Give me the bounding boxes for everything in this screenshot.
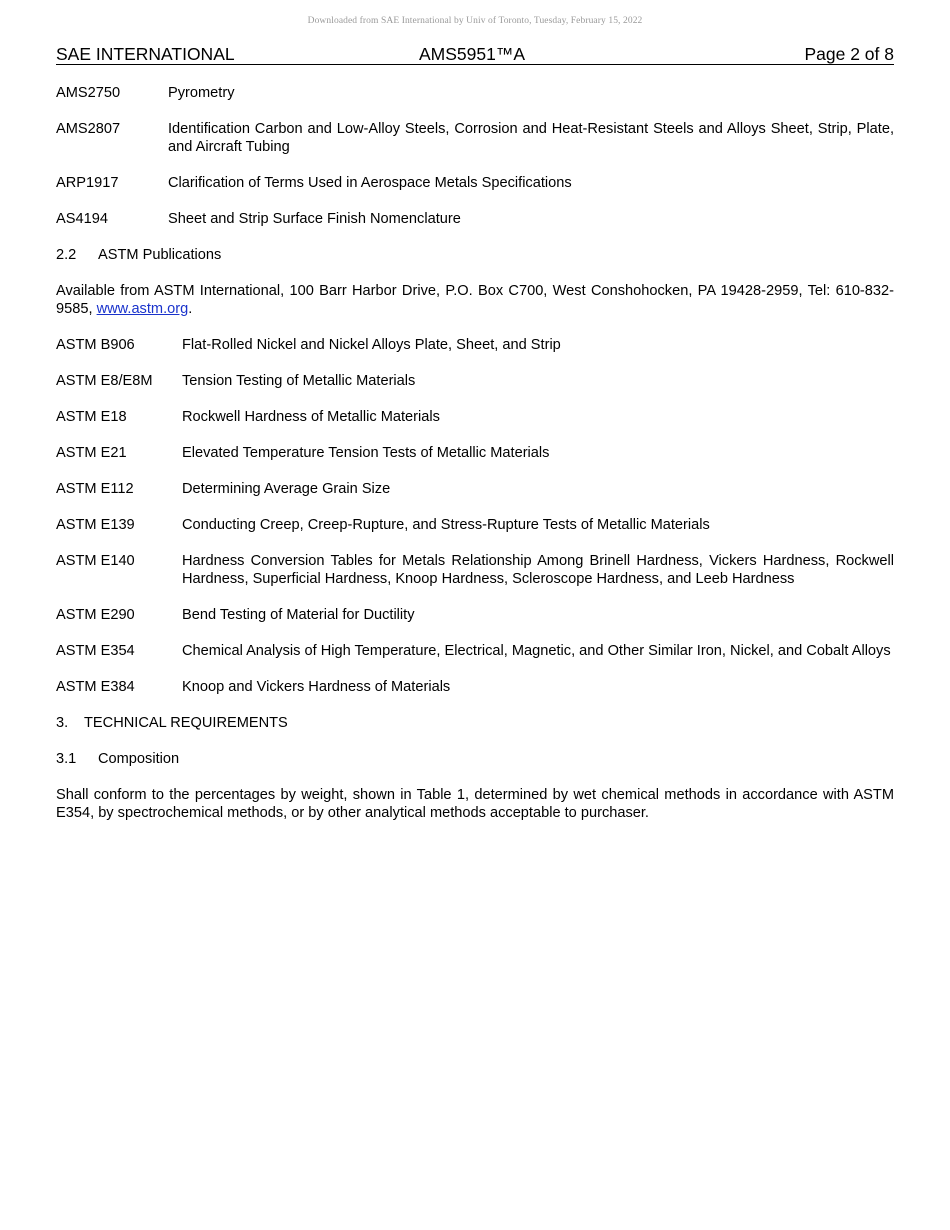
- reference-title: Flat-Rolled Nickel and Nickel Alloys Plate, Sheet, and Strip: [182, 337, 561, 353]
- reference-code: ASTM B906: [56, 337, 135, 353]
- reference-title: Determining Average Grain Size: [182, 481, 391, 497]
- reference-item: [56, 642, 894, 660]
- reference-code: AMS2750: [56, 85, 121, 101]
- header-organization: SAE INTERNATIONAL: [56, 44, 235, 64]
- reference-item: [56, 552, 894, 588]
- reference-title: Tension Testing of Metallic Materials: [182, 373, 416, 389]
- download-watermark: Downloaded from SAE International by Univ of Toronto, Tuesday, February 15, 2022: [307, 16, 643, 26]
- section-heading-3: [56, 714, 894, 732]
- reference-title: Elevated Temperature Tension Tests of Metallic Materials: [182, 445, 550, 461]
- document-body: [56, 84, 894, 840]
- section-heading-3-1: [56, 750, 894, 768]
- reference-code: ASTM E18: [56, 409, 127, 425]
- reference-item: [56, 174, 894, 192]
- reference-item: [56, 516, 894, 534]
- section-title: Composition: [98, 751, 180, 767]
- reference-code: ASTM E354: [56, 643, 135, 659]
- section-title: TECHNICAL REQUIREMENTS: [84, 715, 288, 731]
- reference-item: [56, 336, 894, 354]
- reference-code: ASTM E290: [56, 607, 135, 623]
- reference-code: ASTM E8/E8M: [56, 373, 153, 389]
- reference-title: Clarification of Terms Used in Aerospace Metals Specifications: [168, 175, 572, 191]
- reference-item: [56, 444, 894, 462]
- reference-item: [56, 84, 894, 102]
- astm-availability-paragraph: [56, 282, 894, 318]
- reference-code: ASTM E21: [56, 445, 127, 461]
- reference-item: [56, 210, 894, 228]
- reference-code: AMS2807: [56, 121, 121, 137]
- reference-title: Hardness Conversion Tables for Metals Relationship Among Brinell Hardness, Vickers Hardness, Rockwell Hardness, Superficial Hardness, Knoop Hardness, Scleroscope Hardness, and Leeb Hardness: [182, 553, 894, 587]
- section-number: 3.1: [56, 751, 77, 767]
- reference-code: ARP1917: [56, 175, 119, 191]
- reference-code: ASTM E384: [56, 679, 135, 695]
- reference-title: Identification Carbon and Low-Alloy Steels, Corrosion and Heat-Resistant Steels and Alloys Sheet, Strip, Plate, and Aircraft Tubing: [168, 121, 894, 155]
- reference-code: ASTM E140: [56, 553, 135, 569]
- reference-item: [56, 120, 894, 156]
- reference-item: [56, 408, 894, 426]
- reference-item: [56, 606, 894, 624]
- reference-item: [56, 372, 894, 390]
- header-page-number: Page 2 of 8: [804, 44, 894, 64]
- reference-title: Bend Testing of Material for Ductility: [182, 607, 415, 623]
- composition-paragraph: Shall conform to the percentages by weight, shown in Table 1, determined by wet chemical methods in accordance with ASTM E354, by spectrochemical methods, or by other analytical methods acceptable to purchaser.: [56, 787, 894, 821]
- section-number: 2.2: [56, 247, 77, 263]
- reference-item: [56, 480, 894, 498]
- reference-title: Conducting Creep, Creep-Rupture, and Stress-Rupture Tests of Metallic Materials: [182, 517, 710, 533]
- reference-code: ASTM E139: [56, 517, 135, 533]
- astm-website-link[interactable]: www.astm.org: [96, 301, 189, 317]
- page-header: [56, 44, 894, 65]
- section-heading-2-2: [56, 246, 894, 264]
- reference-code: ASTM E112: [56, 481, 134, 497]
- reference-title: Sheet and Strip Surface Finish Nomenclature: [168, 211, 461, 227]
- sentence-end: .: [188, 301, 193, 317]
- reference-code: AS4194: [56, 211, 108, 227]
- reference-item: [56, 678, 894, 696]
- reference-title: Pyrometry: [168, 85, 235, 101]
- reference-title: Rockwell Hardness of Metallic Materials: [182, 409, 440, 425]
- astm-availability-text: Available from ASTM International, 100 Barr Harbor Drive, P.O. Box C700, West Conshohocken, PA 19428-2959, Tel: 610-832-9585,: [56, 283, 894, 317]
- reference-title: Knoop and Vickers Hardness of Materials: [182, 679, 451, 695]
- section-title: ASTM Publications: [98, 247, 222, 263]
- header-document-number: AMS5951™A: [419, 44, 526, 64]
- reference-title: Chemical Analysis of High Temperature, Electrical, Magnetic, and Other Similar Iron, Nickel, and Cobalt Alloys: [182, 643, 891, 659]
- section-number: 3.: [56, 715, 69, 731]
